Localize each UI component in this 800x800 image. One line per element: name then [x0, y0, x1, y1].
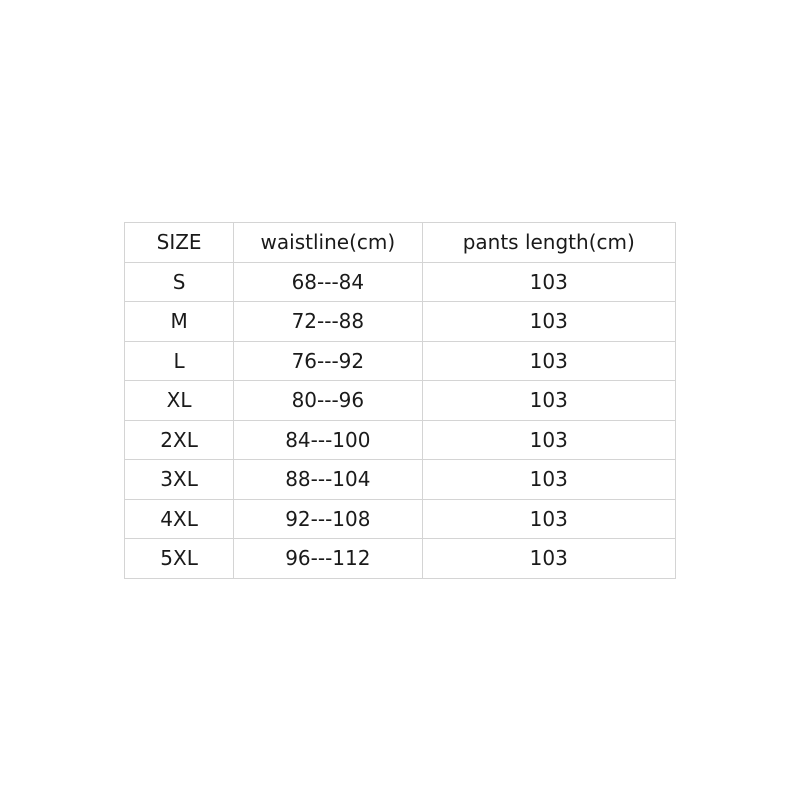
table-row	[125, 420, 676, 460]
table-row	[125, 381, 676, 421]
cell-size: S	[125, 262, 234, 302]
cell-pants-length: 103	[422, 499, 675, 539]
cell-size: 4XL	[125, 499, 234, 539]
cell-waistline: 72---88	[234, 302, 422, 342]
cell-waistline: 88---104	[234, 460, 422, 500]
cell-pants-length: 103	[422, 302, 675, 342]
table-row	[125, 341, 676, 381]
cell-size: L	[125, 341, 234, 381]
cell-pants-length: 103	[422, 420, 675, 460]
cell-waistline: 84---100	[234, 420, 422, 460]
cell-size: 2XL	[125, 420, 234, 460]
table-header-row	[125, 223, 676, 263]
cell-pants-length: 103	[422, 262, 675, 302]
cell-pants-length: 103	[422, 341, 675, 381]
cell-waistline: 80---96	[234, 381, 422, 421]
table-row	[125, 460, 676, 500]
cell-waistline: 76---92	[234, 341, 422, 381]
cell-size: 5XL	[125, 539, 234, 579]
header-size: SIZE	[125, 223, 234, 263]
header-pants-length: pants length(cm)	[422, 223, 675, 263]
cell-size: 3XL	[125, 460, 234, 500]
table-row	[125, 262, 676, 302]
cell-pants-length: 103	[422, 460, 675, 500]
cell-pants-length: 103	[422, 539, 675, 579]
table-row	[125, 302, 676, 342]
size-chart-table	[124, 222, 676, 579]
table-row	[125, 499, 676, 539]
cell-size: XL	[125, 381, 234, 421]
cell-waistline: 68---84	[234, 262, 422, 302]
cell-waistline: 92---108	[234, 499, 422, 539]
cell-waistline: 96---112	[234, 539, 422, 579]
cell-size: M	[125, 302, 234, 342]
table-row	[125, 539, 676, 579]
cell-pants-length: 103	[422, 381, 675, 421]
header-waistline: waistline(cm)	[234, 223, 422, 263]
